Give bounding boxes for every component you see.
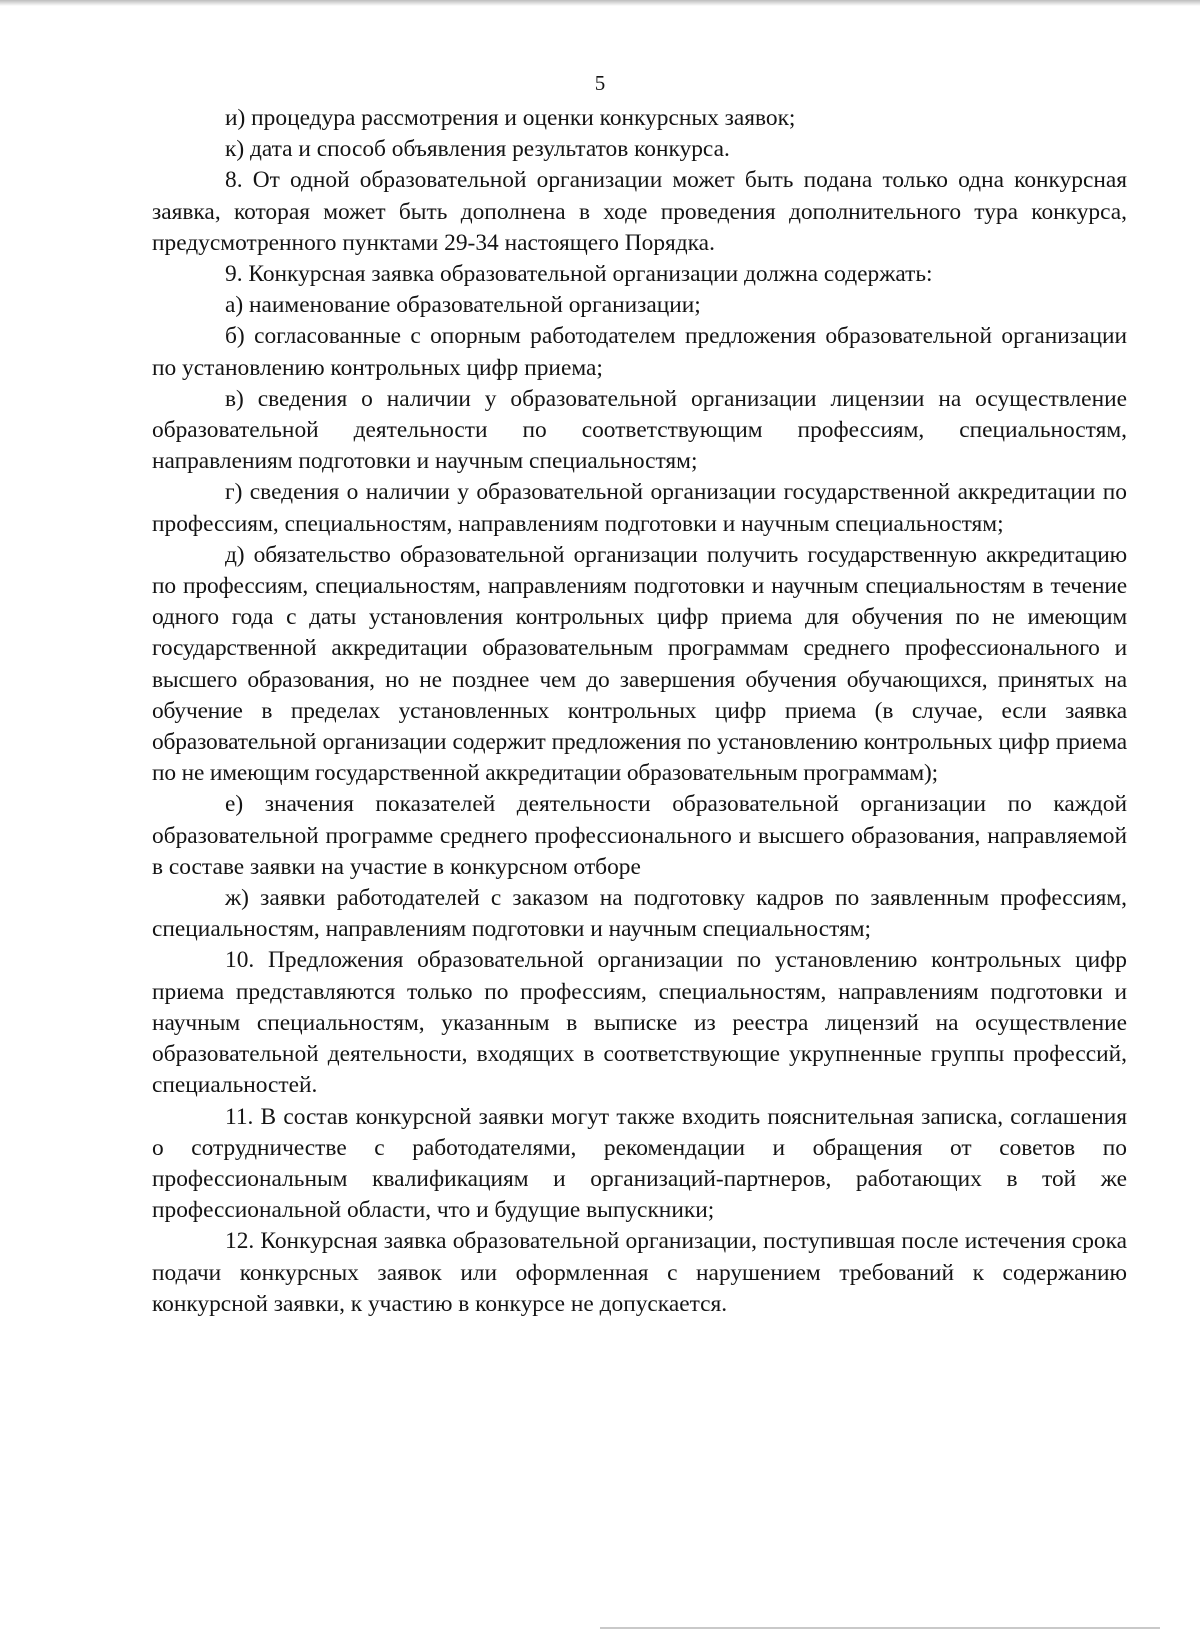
paragraph-zh: ж) заявки работодателей с заказом на подготовку кадров по заявленным профессиям, специальностям, направлениям подготовки и научным специальностям; [152, 885, 1127, 943]
scan-edge-top [0, 0, 1200, 6]
document-body [152, 103, 1127, 1320]
paragraph-a: а) наименование образовательной организации; [225, 292, 701, 319]
paragraph-v: в) сведения о наличии у образовательной организации лицензии на осуществление образовательной деятельности по соответствующим профессиям, специальностям, направлениям подготовки и научным специальностям; [152, 385, 1127, 475]
paragraph-g: г) сведения о наличии у образовательной организации государственной аккредитации по профессиям, специальностям, направлениям подготовки и научным специальностям; [152, 479, 1127, 537]
scan-edge-bottom [600, 1627, 1160, 1629]
paragraph-9: 9. Конкурсная заявка образовательной организации должна содержать: [225, 261, 933, 288]
paragraph-12: 12. Конкурсная заявка образовательной организации, поступившая после истечения срока подачи конкурсных заявок или оформленная с нарушением требований к содержанию конкурсной заявки, к участию в конкурсе не допускается. [152, 1228, 1127, 1317]
paragraph-e: е) значения показателей деятельности образовательной организации по каждой образовательной программе среднего профессионального и высшего образования, направляемой в составе заявки на участие в конкурсном отборе [152, 791, 1127, 880]
paragraph-i: и) процедура рассмотрения и оценки конкурсных заявок; [225, 105, 796, 131]
paragraph-8: 8. От одной образовательной организации может быть подана только одна конкурсная заявка, которая может быть дополнена в ходе проведения дополнительного тура конкурса, предусмотренного пунктами 29-34 настоящего Порядка. [152, 167, 1127, 256]
paragraph-d: д) обязательство образовательной организации получить государственную аккредитацию по профессиям, специальностям, направлениям подготовки и научным специальностям в течение одного года с даты установления контрольных цифр приема для обучения по не имеющим государственной аккредитации образовательным программам среднего профессионального и высшего образования, но не позднее чем до завершения обучения обучающихся, принятых на обучение в пределах установленных контрольных цифр приема (в случае, если заявка образовательной организации содержит предложения по установлению контрольных цифр приема по не имеющим государственной аккредитации образовательным программам); [152, 541, 1127, 787]
paragraph-11: 11. В состав конкурсной заявки могут также входить пояснительная записка, соглашения о сотрудничестве с работодателями, рекомендации и обращения от советов по профессиональным квалификациям и организаций-партнеров, работающих в той же профессиональной области, что и будущие выпускники; [152, 1103, 1127, 1224]
paragraph-b: б) согласованные с опорным работодателем предложения образовательной организации по установлению контрольных цифр приема; [152, 323, 1127, 381]
paragraph-k: к) дата и способ объявления результатов конкурса. [225, 136, 730, 163]
page-number: 5 [594, 71, 606, 95]
paragraph-10: 10. Предложения образовательной организации по установлению контрольных цифр приема представляются только по профессиям, специальностям, направлениям подготовки и научным специальностям, указанным в выписке из реестра лицензий на осуществление образовательной деятельности, входящих в соответствующие укрупненные группы профессий, специальностей. [152, 947, 1127, 1099]
